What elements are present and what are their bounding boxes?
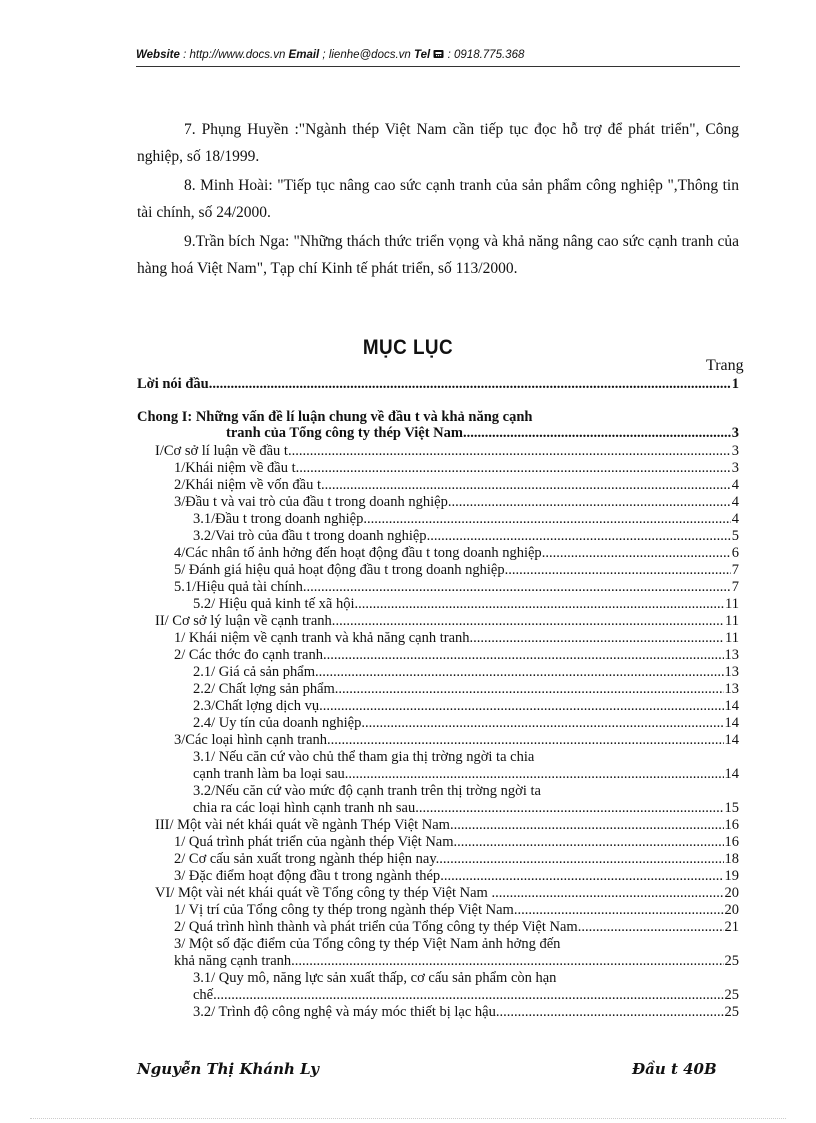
toc-entry[interactable] xyxy=(155,817,739,834)
toc-leader xyxy=(495,885,723,902)
toc-leader xyxy=(354,596,724,613)
toc-entry-page: 14 xyxy=(724,698,739,714)
toc-entry-page: 14 xyxy=(724,715,739,731)
toc-entry[interactable] xyxy=(193,664,739,681)
toc-entry-page: 25 xyxy=(724,953,739,969)
toc-entry-page: 4 xyxy=(731,477,739,493)
toc-leader xyxy=(361,715,723,732)
toc-entry-label: 2.4/ Uy tín của doanh nghiệp xyxy=(193,715,362,731)
toc-leader xyxy=(303,579,731,596)
toc-entry-label: 3/Đầu t và vai trò của đầu t trong doanh nghiệp. xyxy=(174,494,452,510)
toc-entry-label: VI/ Một vài nét khái quát về Tổng công ty thép Việt Nam . xyxy=(155,885,496,901)
toc-leader xyxy=(331,732,724,749)
toc-entry-page: 14 xyxy=(724,732,739,748)
toc-entry-label: 2.3/Chất lợng dịch vụ xyxy=(193,698,320,714)
toc-entry-page: 6 xyxy=(731,545,739,561)
toc-entry[interactable] xyxy=(193,528,739,545)
toc-leader xyxy=(581,919,723,936)
toc-entry-page: 25 xyxy=(724,1004,739,1020)
toc-entry-page: 4 xyxy=(731,511,739,527)
toc-entry-page: 11 xyxy=(725,596,739,612)
toc-entry-page: 16 xyxy=(724,817,739,833)
phone-icon xyxy=(433,49,444,62)
toc-entry[interactable] xyxy=(155,613,739,630)
toc-leader xyxy=(415,800,723,817)
toc-leader xyxy=(440,868,723,885)
toc-entry-page: 13 xyxy=(724,647,739,663)
toc-entry-label: 5.2/ Hiệu quả kinh tế xã hội xyxy=(193,596,355,612)
toc-entry-page: 14 xyxy=(724,766,739,782)
toc-entry[interactable] xyxy=(193,970,556,987)
toc-entry-page: 18 xyxy=(724,851,739,867)
toc-entry[interactable] xyxy=(226,425,739,442)
toc-leader xyxy=(499,1004,723,1021)
toc-leader xyxy=(451,494,730,511)
toc-page-column-label: Trang xyxy=(706,357,744,374)
toc-entry[interactable] xyxy=(174,630,739,647)
toc-entry[interactable] xyxy=(193,766,739,783)
toc-leader xyxy=(363,511,730,528)
toc-entry-label: tranh của Tổng công ty thép Việt Nam xyxy=(226,425,463,441)
toc-leader xyxy=(427,528,731,545)
toc-entry-label: 3/ Đặc điểm hoạt động đầu t trong ngành thép xyxy=(174,868,441,884)
toc-entry-page: 13 xyxy=(724,681,739,697)
toc-entry-page: 20 xyxy=(724,902,739,918)
toc-entry-label: 5/ Đánh giá hiệu quả hoạt động đầu t trong doanh nghiệp xyxy=(174,562,505,578)
toc-entry[interactable] xyxy=(174,460,739,477)
toc-entry[interactable] xyxy=(174,936,560,953)
toc-entry-label: 1/ Vị trí của Tổng công ty thép trong ngành thép Việt Nam. xyxy=(174,902,518,918)
toc-entry-page: 13 xyxy=(724,664,739,680)
page-bottom-divider xyxy=(30,1118,786,1119)
toc-entry[interactable] xyxy=(174,851,739,868)
toc-entry-page: 5 xyxy=(731,528,739,544)
toc-entry-label: 1/Khái niệm về đầu t xyxy=(174,460,296,476)
toc-entry[interactable] xyxy=(174,732,739,749)
toc-entry-label: 1/ Quá trình phát triển của ngành thép Việt Nam xyxy=(174,834,454,850)
toc-leader xyxy=(345,766,724,783)
toc-entry[interactable] xyxy=(174,647,739,664)
toc-entry[interactable] xyxy=(193,987,739,1004)
toc-entry-page: 15 xyxy=(724,800,739,816)
toc-entry[interactable] xyxy=(155,885,739,902)
toc-entry[interactable] xyxy=(174,579,739,596)
toc-entry[interactable] xyxy=(174,902,739,919)
toc-entry-label: 3.1/ Quy mô, năng lực sản xuất thấp, cơ cấu sản phẩm còn hạn xyxy=(193,970,557,986)
toc-entry-label: 1/ Khái niệm về cạnh tranh và khả năng cạnh tranh. xyxy=(174,630,474,646)
toc-entry-page: 3 xyxy=(731,460,739,476)
toc-entry-label: 2/Khái niệm về vốn đầu t xyxy=(174,477,321,493)
toc-entry-label: 3.2/Vai trò của đầu t trong doanh nghiệp xyxy=(193,528,427,544)
toc-entry[interactable] xyxy=(193,749,534,766)
toc-entry-page: 20 xyxy=(724,885,739,901)
tel-label: Tel xyxy=(414,49,431,61)
toc-entry-page: 19 xyxy=(724,868,739,884)
reference-item: 8. Minh Hoài: "Tiếp tục nâng cao sức cạnh tranh của sản phẩm công nghiệp ",Thông tin tài chính, số 24/2000. xyxy=(137,177,739,221)
footer-class: Đầu t 40B xyxy=(632,1060,717,1078)
phone-number: : 0918.775.368 xyxy=(444,49,525,61)
toc-entry-label: 3.2/Nếu căn cứ vào mức độ cạnh tranh trên thị trờng ngời ta xyxy=(193,783,541,799)
toc-entry-label: 3/ Một số đặc điểm của Tổng công ty thép Việt Nam ảnh hởng đến xyxy=(174,936,561,952)
toc-entry[interactable] xyxy=(155,443,739,460)
toc-entry[interactable] xyxy=(174,834,739,851)
toc-entry-page: 7 xyxy=(731,562,739,578)
toc-entry-label: khả năng cạnh tranh. xyxy=(174,953,295,969)
toc-entry[interactable] xyxy=(193,1004,739,1021)
toc-leader xyxy=(319,664,724,681)
toc-entry[interactable] xyxy=(174,919,739,936)
toc-entry-label: I/Cơ sở lí luận về đầu t xyxy=(155,443,288,459)
toc-entry-label: 2/ Quá trình hình thành và phát triển của Tổng công ty thép Việt Nam. xyxy=(174,919,582,935)
toc-leader xyxy=(454,834,724,851)
toc-entry-page: 16 xyxy=(724,834,739,850)
toc-leader xyxy=(288,443,731,460)
email-address[interactable]: ; lienhe@docs.vn xyxy=(319,49,415,61)
site-header xyxy=(136,49,524,62)
toc-entry-label: 5.1/Hiệu quả tài chính xyxy=(174,579,303,595)
toc-entry[interactable] xyxy=(174,953,739,970)
toc-entry-label: 3.2/ Trình độ công nghệ và máy móc thiết bị lạc hậu. xyxy=(193,1004,500,1020)
toc-entry[interactable] xyxy=(193,800,739,817)
toc-entry-label: chế. xyxy=(193,987,217,1003)
toc-entry[interactable] xyxy=(193,783,541,800)
toc-leader xyxy=(542,545,731,562)
toc-entry[interactable] xyxy=(193,715,739,732)
toc-entry-label: 3.1/ Nếu căn cứ vào chủ thể tham gia thị trờng ngời ta chia xyxy=(193,749,535,765)
toc-leader xyxy=(217,987,724,1004)
toc-leader xyxy=(319,698,723,715)
toc-leader xyxy=(338,681,723,698)
toc-entry[interactable] xyxy=(137,376,739,393)
toc-entry-label: III/ Một vài nét khái quát về ngành Thép Việt Nam xyxy=(155,817,450,833)
toc-entry-label: Lời nói đầu xyxy=(137,376,209,392)
reference-item: 7. Phụng Huyền :"Ngành thép Việt Nam cần tiếp tục đọc hỗ trợ để phát triển", Công nghiệp, số 18/1999. xyxy=(137,121,739,165)
toc-leader xyxy=(463,425,731,442)
toc-leader xyxy=(296,460,731,477)
toc-entry-label: 3.1/Đầu t trong doanh nghiệp xyxy=(193,511,364,527)
toc-leader xyxy=(450,817,724,834)
toc-entry[interactable] xyxy=(193,681,739,698)
toc-entry-label: chia ra các loại hình cạnh tranh nh sau xyxy=(193,800,416,816)
toc-leader xyxy=(295,953,724,970)
toc-entry[interactable] xyxy=(174,868,739,885)
toc-entry-label: 2.2/ Chất lợng sản phẩm. xyxy=(193,681,339,697)
toc-entry[interactable] xyxy=(174,562,739,579)
toc-entry[interactable] xyxy=(193,596,739,613)
toc-entry[interactable] xyxy=(193,511,739,528)
toc-leader xyxy=(473,630,724,647)
toc-leader xyxy=(517,902,723,919)
toc-entry-page: 4 xyxy=(731,494,739,510)
toc-leader xyxy=(321,477,731,494)
toc-entry-page: 11 xyxy=(725,613,739,629)
toc-entry-page: 25 xyxy=(724,987,739,1003)
toc-title: MỤC LỤC xyxy=(362,336,454,359)
website-label: Website xyxy=(136,49,180,61)
toc-entry-page: 11 xyxy=(725,630,739,646)
toc-entry-label: 2.1/ Giá cả sản phẩm. xyxy=(193,664,319,680)
toc-entry-label: cạnh tranh làm ba loại sau xyxy=(193,766,345,782)
toc-entry-page: 3 xyxy=(731,443,739,459)
toc-entry-page: 3 xyxy=(731,425,739,441)
toc-entry-page: 7 xyxy=(731,579,739,595)
toc-entry-label: 3/Các loại hình cạnh tranh. xyxy=(174,732,331,748)
toc-entry-label: 4/Các nhân tố ảnh hởng đến hoạt động đầu t tong doanh nghiệp xyxy=(174,545,542,561)
toc-leader xyxy=(439,851,723,868)
toc-entry-label: 2/ Cơ cấu sản xuất trong ngành thép hiện nay. xyxy=(174,851,440,867)
header-divider xyxy=(136,66,740,67)
toc-entry[interactable] xyxy=(174,477,739,494)
toc-leader xyxy=(505,562,731,579)
toc-leader xyxy=(209,376,731,393)
footer-author: Nguyễn Thị Khánh Ly xyxy=(137,1060,319,1078)
toc-entry[interactable] xyxy=(174,545,739,562)
website-url[interactable]: : http://www.docs.vn xyxy=(179,49,289,61)
toc-entry[interactable] xyxy=(174,494,739,511)
toc-entry-label: II/ Cơ sở lý luận về cạnh tranh. xyxy=(155,613,336,629)
reference-item: 9.Trần bích Nga: "Những thách thức triển vọng và khả năng nâng cao sức cạnh tranh của hàng hoá Việt Nam", Tạp chí Kinh tế phát triển, số 113/2000. xyxy=(137,233,739,277)
toc-leader xyxy=(335,613,724,630)
toc-entry-label: 2/ Các thớc đo cạnh tranh. xyxy=(174,647,327,663)
toc-entry-page: 21 xyxy=(724,919,739,935)
email-label: Email xyxy=(288,49,320,61)
toc-chapter-title: Chong I: Những vấn đề lí luận chung về đầu t và khả năng cạnh xyxy=(137,409,533,425)
toc-entry-page: 1 xyxy=(731,376,739,392)
toc-entry[interactable] xyxy=(193,698,739,715)
toc-leader xyxy=(327,647,724,664)
